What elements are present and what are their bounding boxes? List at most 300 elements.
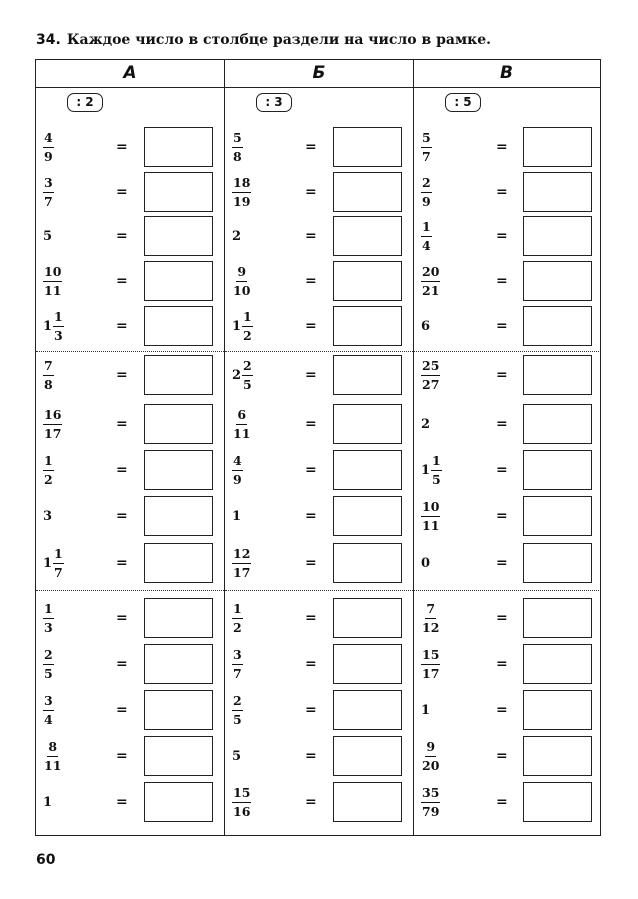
numerator: 1 [431,454,442,470]
dividend [232,126,243,168]
dividend [421,215,432,257]
exercise-row [225,735,413,777]
equals-sign: = [496,508,508,524]
answer-box[interactable] [523,598,592,638]
equals-sign: = [305,794,317,810]
numerator: 35 [421,786,440,802]
denominator: 27 [422,376,440,392]
dividend [232,171,251,213]
equals-sign: = [116,184,128,200]
fraction [43,454,54,485]
denominator: 17 [44,425,62,441]
answer-box[interactable] [523,644,592,684]
fraction [43,694,54,725]
answer-box[interactable] [333,496,402,536]
dividend [232,403,251,445]
answer-box[interactable] [333,598,402,638]
answer-box[interactable] [333,127,402,167]
dividend [232,689,243,731]
integer: 6 [421,318,431,334]
exercise-row [36,215,224,257]
equals-sign: = [496,748,508,764]
exercise-row [414,449,599,491]
fraction [43,265,62,296]
dividend [421,542,431,584]
dividend [421,305,431,347]
equals-sign: = [116,555,128,571]
equals-sign: = [496,656,508,672]
answer-box[interactable] [144,261,213,301]
denominator: 11 [422,517,440,533]
equals-sign: = [305,367,317,383]
exercise-row [414,215,599,257]
group-divider [225,351,413,352]
answer-box[interactable] [523,404,592,444]
dividend [421,735,440,777]
exercise-row [36,542,224,584]
denominator: 10 [233,282,251,298]
equals-sign: = [116,748,128,764]
numerator: 3 [232,648,243,664]
group-divider [225,590,413,591]
exercise-row [414,495,599,537]
numerator: 7 [425,602,436,618]
dividend [43,735,62,777]
answer-box[interactable] [144,496,213,536]
dividend [232,495,242,537]
column-header: Б [312,63,326,83]
whole-part: 1 [232,318,242,334]
dividend [43,126,54,168]
group-divider [414,590,599,591]
dividend [232,215,242,257]
exercise-row [414,689,599,731]
exercise-row [36,354,224,396]
answer-box[interactable] [523,690,592,730]
denominator: 2 [44,471,53,487]
numerator: 3 [43,694,54,710]
fraction [53,547,64,578]
denominator: 3 [54,327,63,343]
column-header: А [123,63,137,83]
dividend [421,781,440,823]
numerator: 4 [43,131,54,147]
equals-sign: = [116,462,128,478]
exercise-row [414,171,599,213]
exercise-row [225,495,413,537]
answer-box[interactable] [144,127,213,167]
fraction [421,265,440,296]
equals-sign: = [305,228,317,244]
fraction [421,602,440,633]
dividend [232,597,243,639]
dividend [421,403,431,445]
task-instruction: Каждое число в столбце раздели на число в рамке. [66,32,492,48]
divisor-frame: : 2 [67,93,103,112]
equals-sign: = [305,508,317,524]
dividend [232,643,243,685]
dividend [43,689,54,731]
numerator: 10 [421,500,440,516]
exercise-row [225,171,413,213]
equals-sign: = [496,416,508,432]
equals-sign: = [116,139,128,155]
answer-box[interactable] [523,261,592,301]
numerator: 1 [43,454,54,470]
equals-sign: = [496,318,508,334]
answer-box[interactable] [333,690,402,730]
fraction [242,310,253,341]
answer-box[interactable] [523,543,592,583]
equals-sign: = [116,318,128,334]
answer-box[interactable] [333,736,402,776]
dividend [421,171,432,213]
dividend [421,354,440,396]
denominator: 11 [44,282,62,298]
answer-box[interactable] [523,355,592,395]
fraction [421,176,432,207]
denominator: 7 [54,564,63,580]
numerator: 8 [47,740,58,756]
equals-sign: = [116,702,128,718]
denominator: 20 [422,757,440,773]
numerator: 3 [43,176,54,192]
answer-box[interactable] [523,216,592,256]
exercise-row [414,354,599,396]
answer-box[interactable] [144,690,213,730]
answer-box[interactable] [144,216,213,256]
integer: 5 [43,228,53,244]
answer-box[interactable] [523,496,592,536]
answer-box[interactable] [333,644,402,684]
exercise-row [414,781,599,823]
denominator: 9 [422,193,431,209]
denominator: 9 [44,148,53,164]
integer: 2 [232,228,242,244]
answer-box[interactable] [144,172,213,212]
exercise-row [414,260,599,302]
equals-sign: = [305,610,317,626]
answer-box[interactable] [144,644,213,684]
exercise-row [225,260,413,302]
fraction [421,500,440,531]
equals-sign: = [305,318,317,334]
numerator: 5 [421,131,432,147]
divisor-frame: : 3 [256,93,292,112]
dividend [421,643,440,685]
numerator: 5 [232,131,243,147]
equals-sign: = [305,702,317,718]
fraction [232,648,243,679]
numerator: 1 [421,220,432,236]
numerator: 2 [43,648,54,664]
exercise-row [225,305,413,347]
dividend [43,260,62,302]
whole-part: 1 [43,318,53,334]
denominator: 12 [422,619,440,635]
exercise-row [414,643,599,685]
fraction [232,454,243,485]
column-3 [413,60,599,835]
numerator: 20 [421,265,440,281]
equals-sign: = [116,610,128,626]
answer-box[interactable] [523,736,592,776]
answer-box[interactable] [144,404,213,444]
answer-box[interactable] [144,355,213,395]
answer-box[interactable] [333,216,402,256]
answer-box[interactable] [144,598,213,638]
exercise-row [414,403,599,445]
equals-sign: = [116,273,128,289]
dividend [232,781,251,823]
numerator: 2 [232,694,243,710]
denominator: 5 [243,376,252,392]
whole-part: 1 [43,555,53,571]
exercise-row [36,171,224,213]
answer-box[interactable] [523,172,592,212]
numerator: 9 [236,265,247,281]
whole-part: 1 [421,462,431,478]
fraction [232,408,251,439]
equals-sign: = [496,273,508,289]
task-heading [36,32,491,48]
dividend [421,126,432,168]
equals-sign: = [116,228,128,244]
integer: 0 [421,555,431,571]
equals-sign: = [496,794,508,810]
equals-sign: = [305,416,317,432]
numerator: 10 [43,265,62,281]
denominator: 21 [422,282,440,298]
dividend [232,542,251,584]
answer-box[interactable] [144,450,213,490]
dividend [43,215,53,257]
exercise-row [225,354,413,396]
equals-sign: = [496,139,508,155]
exercise-row [225,689,413,731]
fraction [421,359,440,390]
fraction [421,786,440,817]
column-2 [224,60,413,835]
fraction [232,602,243,633]
dividend [421,449,442,491]
fraction [421,648,440,679]
equals-sign: = [116,367,128,383]
fraction [43,408,62,439]
dividend [232,735,242,777]
dividend [43,542,64,584]
answer-box[interactable] [523,782,592,822]
answer-box[interactable] [144,782,213,822]
exercise-row [36,735,224,777]
numerator: 2 [242,359,253,375]
fraction [232,786,251,817]
denominator: 16 [233,803,251,819]
fraction [43,648,54,679]
exercise-row [225,215,413,257]
exercise-table [35,59,601,836]
denominator: 17 [233,564,251,580]
denominator: 4 [44,711,53,727]
integer: 1 [421,702,431,718]
answer-box[interactable] [144,736,213,776]
column-1 [36,60,224,835]
equals-sign: = [305,273,317,289]
dividend [43,643,54,685]
equals-sign: = [496,184,508,200]
numerator: 1 [53,547,64,563]
equals-sign: = [305,748,317,764]
page-number: 60 [36,852,56,868]
equals-sign: = [496,228,508,244]
fraction [53,310,64,341]
answer-box[interactable] [333,261,402,301]
fraction [232,131,243,162]
answer-box[interactable] [523,127,592,167]
dividend [232,354,253,396]
denominator: 7 [422,148,431,164]
fraction [242,359,253,390]
answer-box[interactable] [333,404,402,444]
fraction [232,265,251,296]
exercise-row [414,542,599,584]
answer-box[interactable] [333,543,402,583]
fraction [43,740,62,771]
denominator: 5 [432,471,441,487]
group-divider [36,590,224,591]
numerator: 15 [421,648,440,664]
numerator: 1 [53,310,64,326]
integer: 2 [421,416,431,432]
numerator: 1 [242,310,253,326]
answer-box[interactable] [144,306,213,346]
answer-box[interactable] [144,543,213,583]
answer-box[interactable] [523,450,592,490]
exercise-row [36,449,224,491]
exercise-row [36,643,224,685]
dividend [43,305,64,347]
answer-box[interactable] [333,306,402,346]
task-number: 34. [36,32,61,48]
fraction [421,220,432,251]
fraction [431,454,442,485]
equals-sign: = [496,462,508,478]
denominator: 19 [233,193,251,209]
exercise-row [36,495,224,537]
denominator: 5 [44,665,53,681]
group-divider [414,351,599,352]
numerator: 1 [232,602,243,618]
fraction [232,547,251,578]
exercise-row [225,403,413,445]
numerator: 15 [232,786,251,802]
dividend [43,495,53,537]
divisor-frame: : 5 [445,93,481,112]
numerator: 1 [43,602,54,618]
answer-box[interactable] [333,172,402,212]
exercise-row [225,449,413,491]
fraction [421,740,440,771]
numerator: 18 [232,176,251,192]
denominator: 11 [233,425,251,441]
numerator: 7 [43,359,54,375]
column-header: В [500,63,513,83]
dividend [232,260,251,302]
equals-sign: = [116,416,128,432]
exercise-row [36,597,224,639]
denominator: 7 [44,193,53,209]
exercise-row [36,126,224,168]
fraction [232,694,243,725]
dividend [43,597,54,639]
fraction [232,176,251,207]
answer-box[interactable] [523,306,592,346]
equals-sign: = [496,367,508,383]
exercise-row [36,260,224,302]
equals-sign: = [496,555,508,571]
denominator: 3 [44,619,53,635]
fraction [43,602,54,633]
denominator: 17 [422,665,440,681]
fraction [421,131,432,162]
exercise-row [414,597,599,639]
integer: 1 [43,794,53,810]
dividend [421,495,440,537]
denominator: 4 [422,237,431,253]
dividend [421,260,440,302]
exercise-row [36,689,224,731]
integer: 1 [232,508,242,524]
numerator: 16 [43,408,62,424]
equals-sign: = [116,508,128,524]
equals-sign: = [496,610,508,626]
dividend [43,171,54,213]
exercise-row [414,735,599,777]
exercise-row [225,126,413,168]
numerator: 4 [232,454,243,470]
dividend [421,689,431,731]
fraction [43,131,54,162]
exercise-row [225,597,413,639]
denominator: 11 [44,757,62,773]
exercise-row [225,542,413,584]
dividend [232,449,243,491]
numerator: 2 [421,176,432,192]
denominator: 9 [233,471,242,487]
dividend [232,305,253,347]
dividend [43,354,54,396]
exercise-row [36,305,224,347]
equals-sign: = [305,656,317,672]
numerator: 12 [232,547,251,563]
equals-sign: = [305,139,317,155]
fraction [43,176,54,207]
denominator: 8 [44,376,53,392]
denominator: 5 [233,711,242,727]
group-divider [36,351,224,352]
answer-box[interactable] [333,355,402,395]
answer-box[interactable] [333,450,402,490]
dividend [421,597,440,639]
equals-sign: = [305,184,317,200]
denominator: 2 [233,619,242,635]
exercise-row [36,781,224,823]
equals-sign: = [496,702,508,718]
fraction [43,359,54,390]
denominator: 8 [233,148,242,164]
answer-box[interactable] [333,782,402,822]
dividend [43,781,53,823]
